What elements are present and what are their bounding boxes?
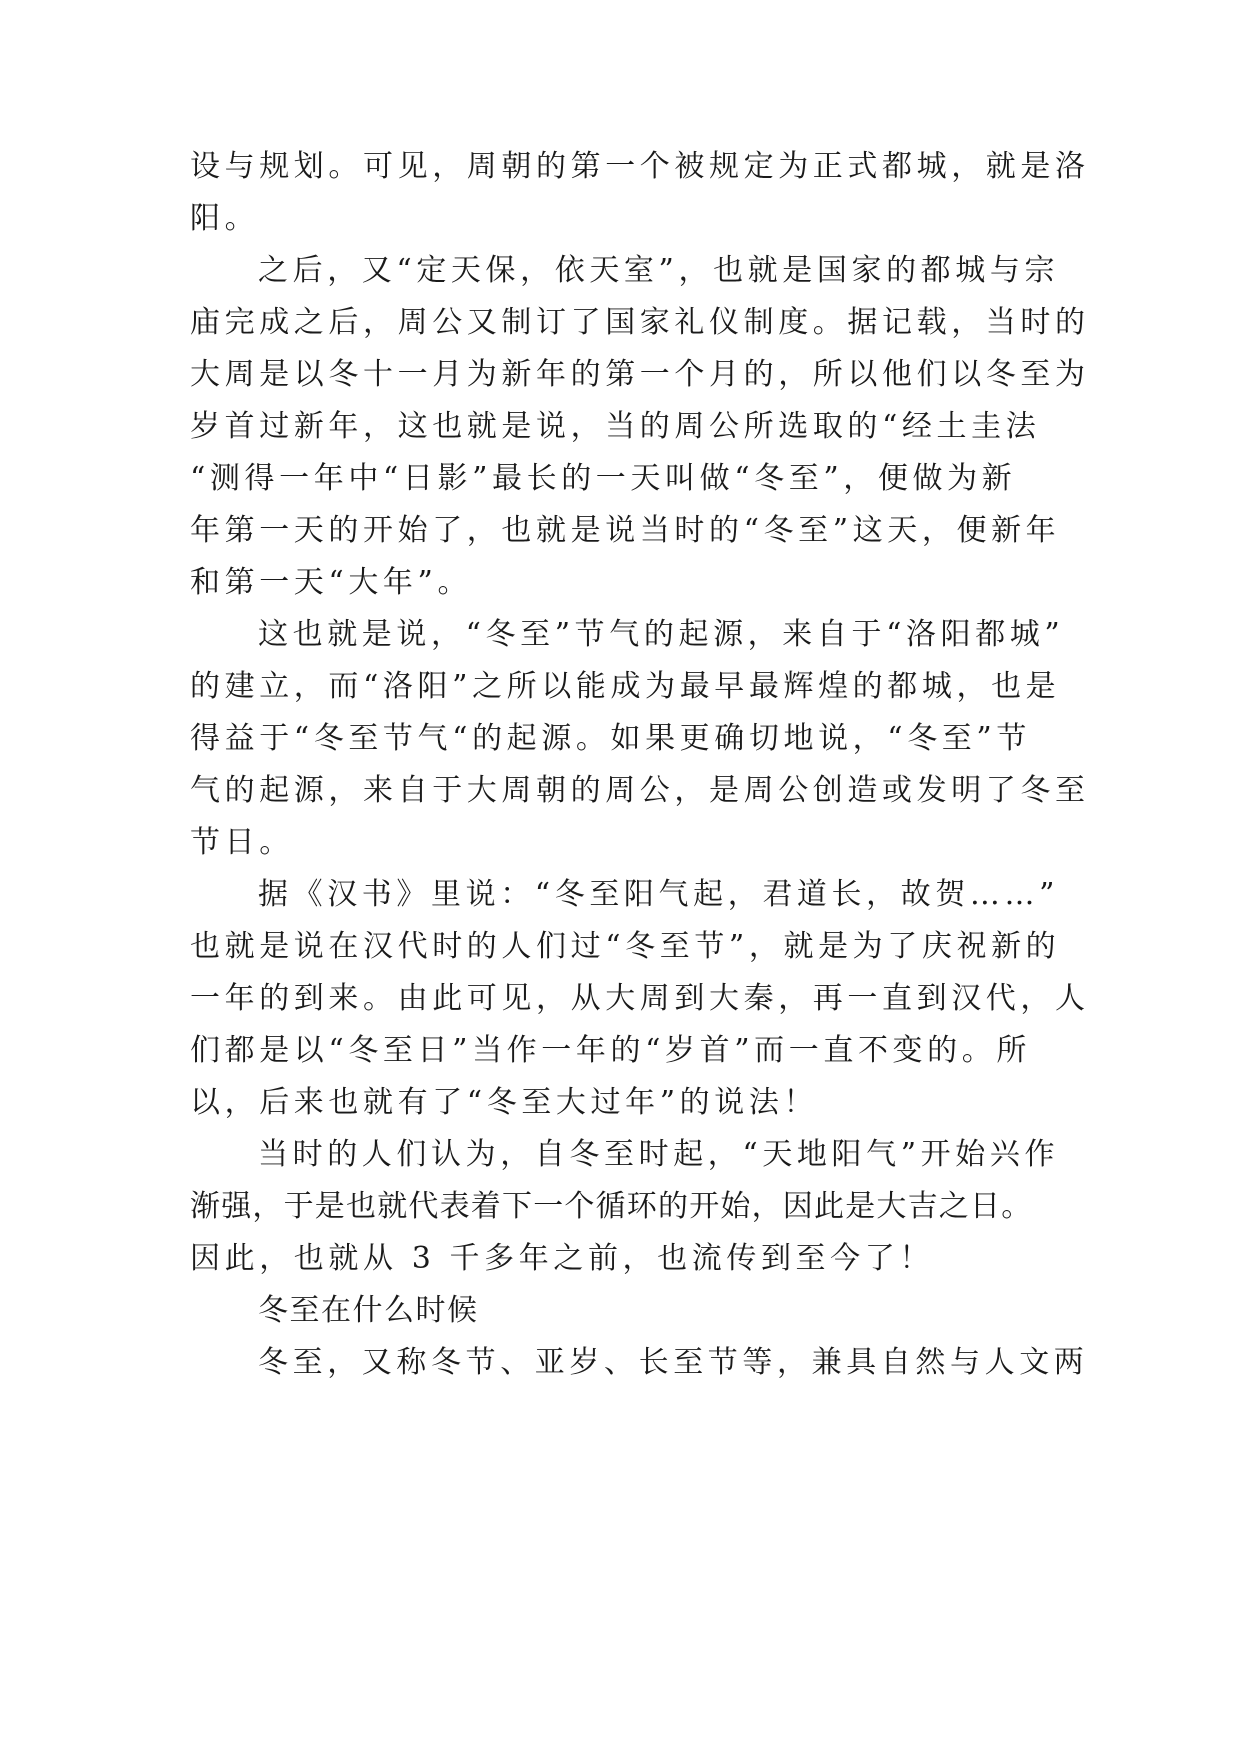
text-line: 大周是以冬十一月为新年的第一个月的，所以他们以冬至为 xyxy=(190,357,1090,392)
text-line: 阳。 xyxy=(190,201,260,236)
section-heading: 冬至在什么时候 xyxy=(258,1293,479,1328)
text-line: 气的起源，来自于大周朝的周公，是周公创造或发明了冬至 xyxy=(190,773,1090,808)
text-line: 一年的到来。由此可见，从大周到大秦，再一直到汉代，人 xyxy=(190,981,1090,1016)
text-line: 也就是说在汉代时的人们过“冬至节”，就是为了庆祝新的 xyxy=(190,929,1061,964)
text-line: 设与规划。可见，周朝的第一个被规定为正式都城，就是洛 xyxy=(190,149,1090,184)
text-line: 年第一天的开始了，也就是说当时的“冬至”这天，便新年 xyxy=(190,513,1061,548)
text-line: 因此，也就从 3 千多年之前，也流传到至今了！ xyxy=(190,1241,934,1276)
text-line: 庙完成之后，周公又制订了国家礼仪制度。据记载，当时的 xyxy=(190,305,1090,340)
text-line: 渐强，于是也就代表着下一个循环的开始，因此是大吉之日。 xyxy=(190,1189,1033,1224)
paragraph-first-line: 当时的人们认为，自冬至时起，“天地阳气”开始兴作 xyxy=(258,1137,1060,1172)
text-line: 岁首过新年，这也就是说，当的周公所选取的“经土圭法 xyxy=(190,409,1041,444)
text-line: 以，后来也就有了“冬至大过年”的说法！ xyxy=(190,1085,819,1120)
text-line: 们都是以“冬至日”当作一年的“岁首”而一直不变的。所 xyxy=(190,1033,1031,1068)
text-line: 节日。 xyxy=(190,825,294,860)
text-line: 和第一天“大年”。 xyxy=(190,565,473,600)
text-line: 得益于“冬至节气“的起源。如果更确切地说，“冬至”节 xyxy=(190,721,1031,756)
paragraph-first-line: 这也就是说，“冬至”节气的起源，来自于“洛阳都城” xyxy=(258,617,1065,652)
paragraph-first-line: 冬至，又称冬节、亚岁、长至节等，兼具自然与人文两 xyxy=(258,1345,1089,1380)
text-line: “测得一年中“日影”最长的一天叫做“冬至”，便做为新 xyxy=(190,461,1017,496)
paragraph-first-line: 据《汉书》里说：“冬至阳气起，君道长，故贺……” xyxy=(258,877,1060,912)
text-line: 的建立，而“洛阳”之所以能成为最早最辉煌的都城，也是 xyxy=(190,669,1061,704)
paragraph-first-line: 之后，又“定天保，依天室”，也就是国家的都城与宗 xyxy=(258,253,1060,288)
